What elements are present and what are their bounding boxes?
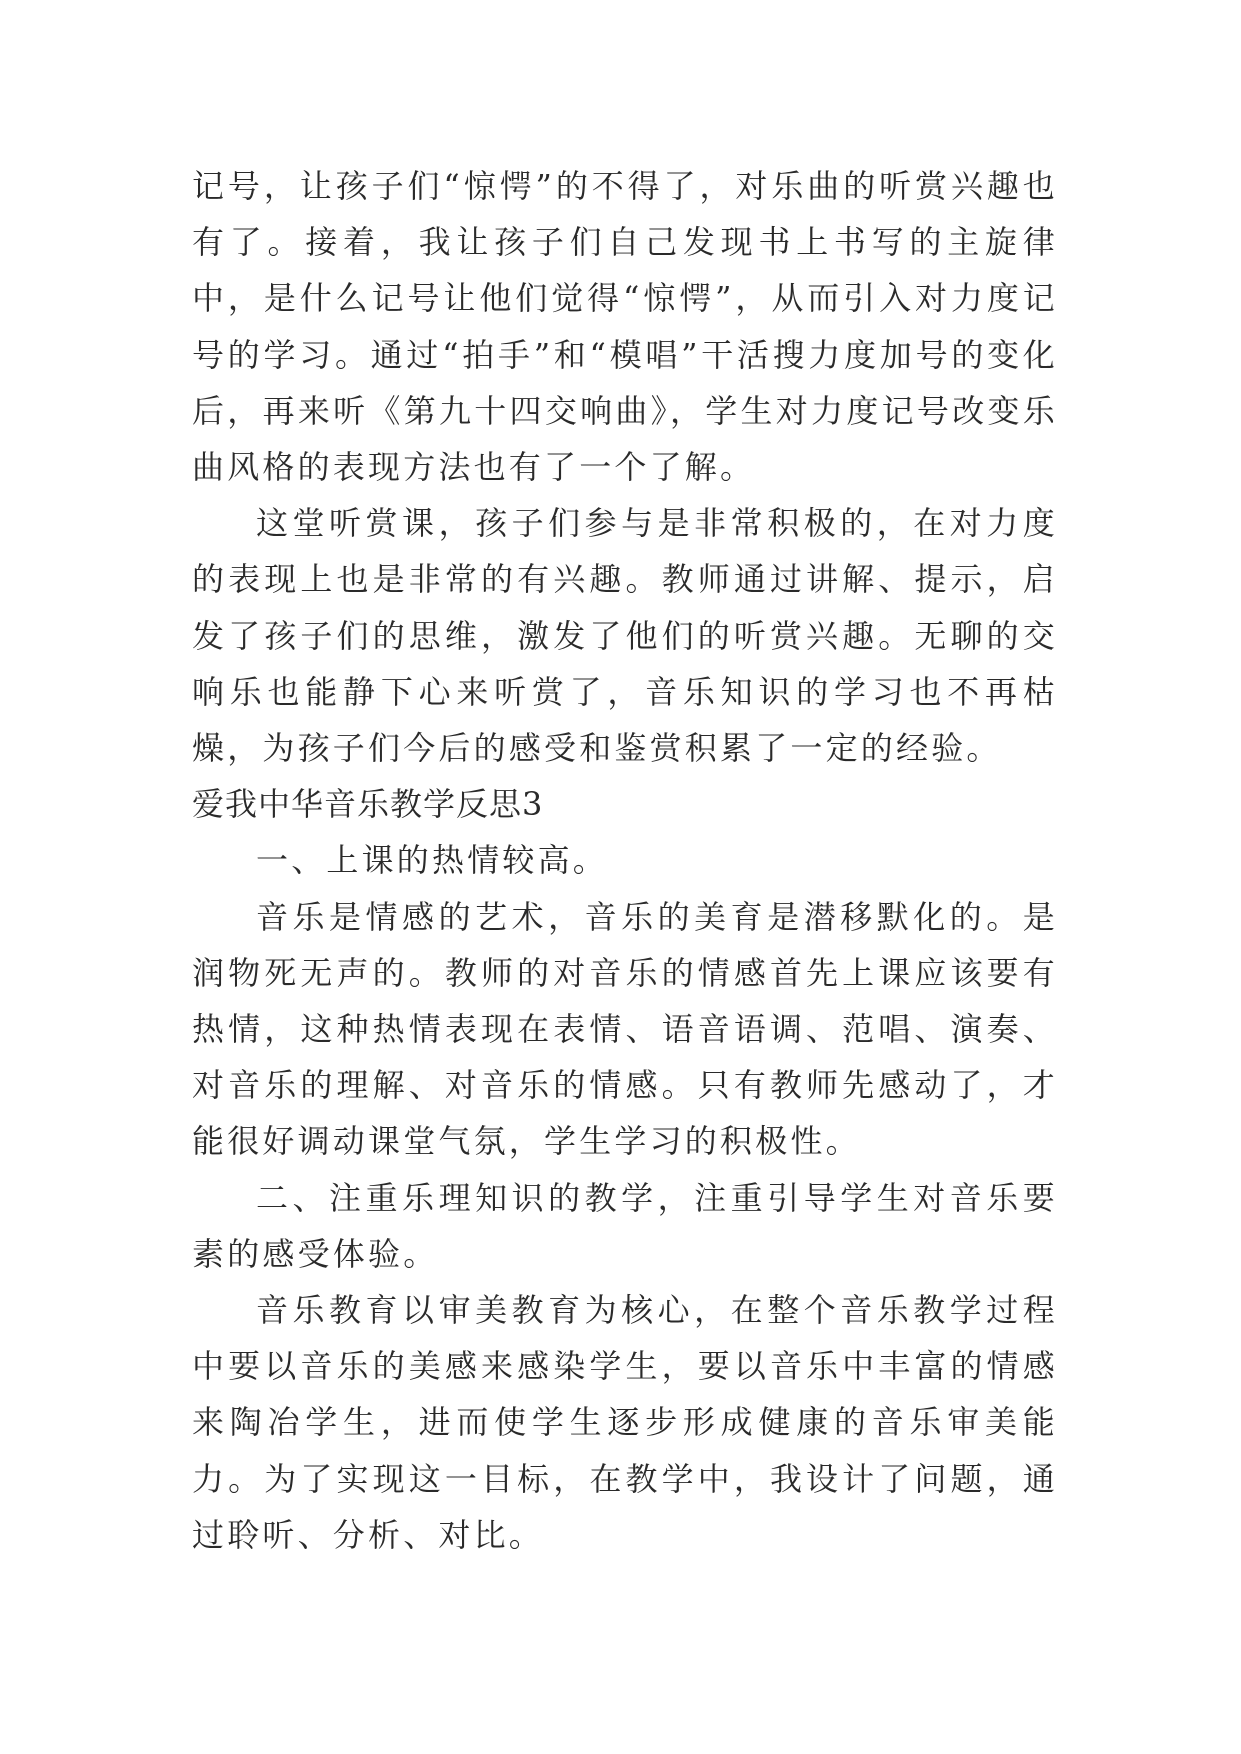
document-body [192,158,1058,1563]
paragraph-continuation: 记号，让孩子们“惊愕”的不得了，对乐曲的听赏兴趣也有了。接着，我让孩子们自己发现书上书写的主旋律中，是什么记号让他们觉得“惊愕”，从而引入对力度记号的学习。通过“拍手”和“模唱”干活搜力度加号的变化后，再来听《第九十四交响曲》，学生对力度记号改变乐曲风格的表现方法也有了一个了解。 [192,167,1058,487]
point-two-heading: 二、注重乐理知识的教学，注重引导学生对音乐要素的感受体验。 [192,1178,1058,1273]
point-one-heading: 一、上课的热情较高。 [256,841,609,880]
section-heading: 爱我中华音乐教学反思3 [192,785,544,824]
paragraph-listening-class: 这堂听赏课，孩子们参与是非常积极的，在对力度的表现上也是非常的有兴趣。教师通过讲解、提示，启发了孩子们的思维，激发了他们的听赏兴趣。无聊的交响乐也能静下心来听赏了，音乐知识的学习也不再枯燥，为孩子们今后的感受和鉴赏积累了一定的经验。 [192,504,1058,768]
paragraph-aesthetic-education: 音乐教育以审美教育为核心，在整个音乐教学过程中要以音乐的美感来感染学生，要以音乐中丰富的情感来陶冶学生，进而使学生逐步形成健康的音乐审美能力。为了实现这一目标，在教学中，我设计了问题，通过聆听、分析、对比。 [192,1291,1058,1554]
paragraph-music-emotion: 音乐是情感的艺术，音乐的美育是潜移默化的。是润物死无声的。教师的对音乐的情感首先上课应该要有热情，这种热情表现在表情、语音语调、范唱、演奏、对音乐的理解、对音乐的情感。只有教师先感动了，才能很好调动课堂气氛，学生学习的积极性。 [192,897,1058,1161]
